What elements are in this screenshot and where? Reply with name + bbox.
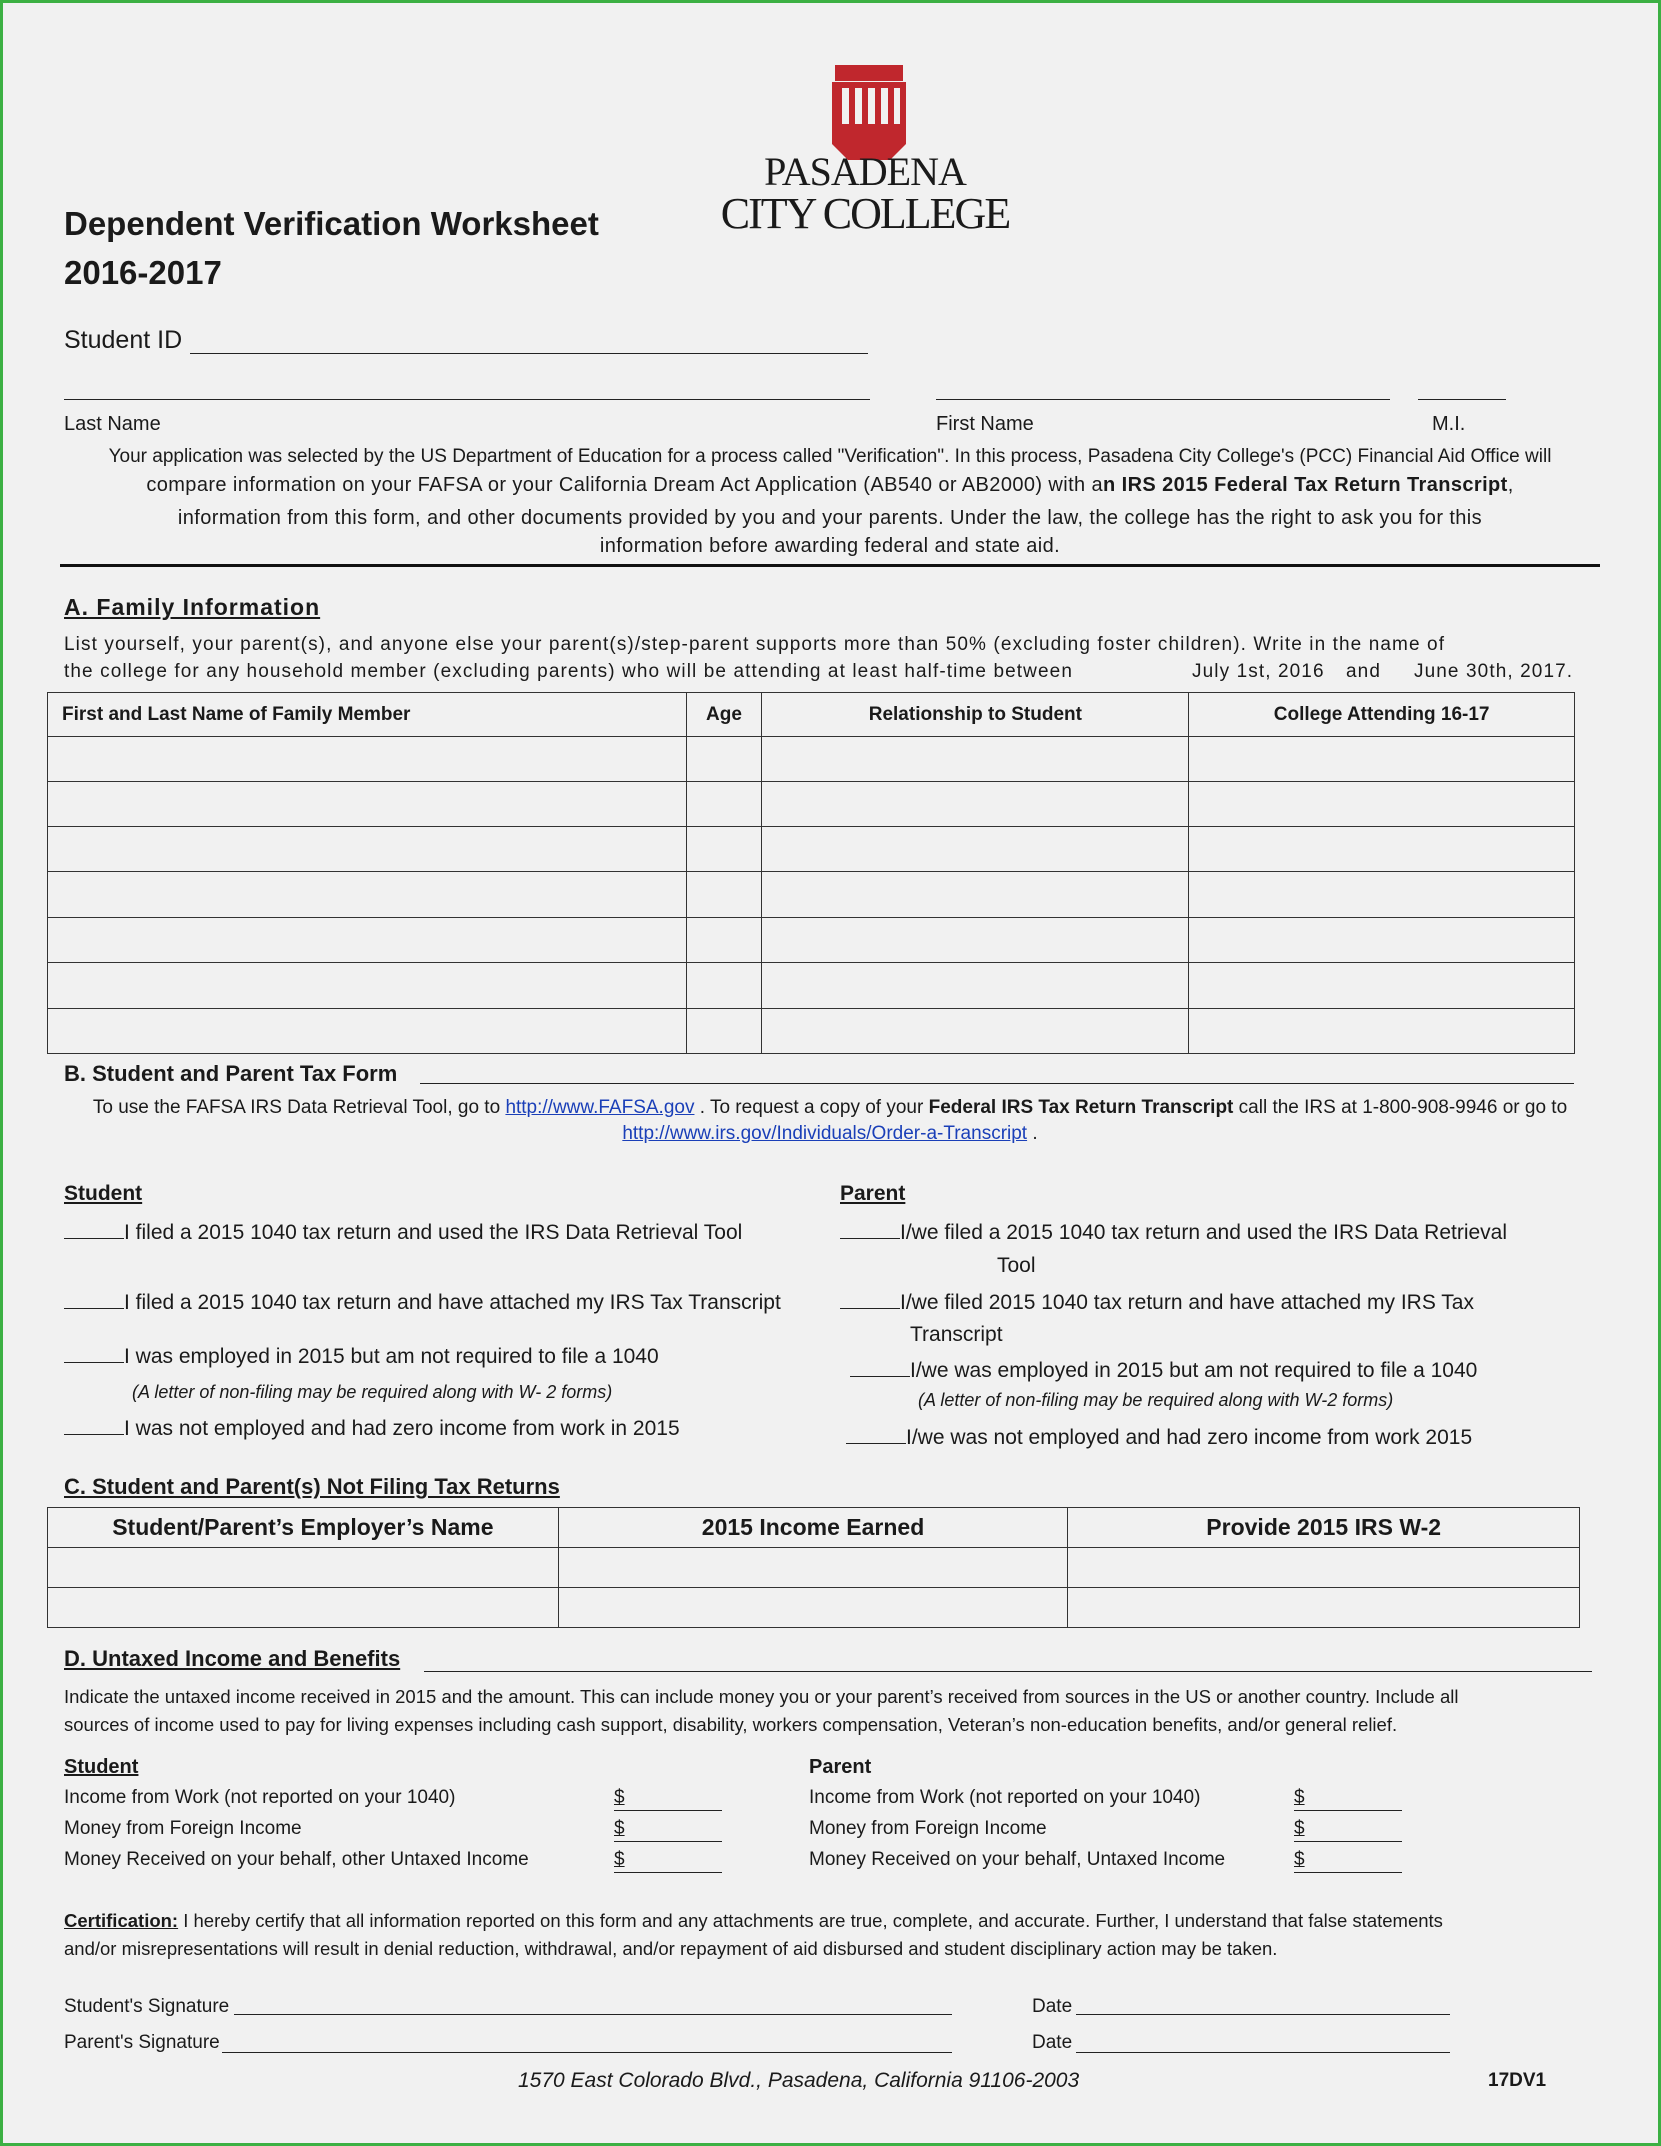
student-employed-blank[interactable] xyxy=(64,1341,124,1363)
section-d-desc-2: sources of income used to pay for living expenses including cash support, disability, workers compensation, Veteran’s non-education benefits, and/or general relief. xyxy=(64,1714,1398,1735)
section-c-heading: C. Student and Parent(s) Not Filing Tax Returns xyxy=(64,1474,560,1499)
svg-text:CITY COLLEGE: CITY COLLEGE xyxy=(720,189,1010,238)
col-college: College Attending 16-17 xyxy=(1189,693,1575,737)
age-cell[interactable] xyxy=(686,1009,762,1054)
first-name-label: First Name xyxy=(936,413,1034,435)
relationship-cell[interactable] xyxy=(762,872,1189,918)
section-b-info-line-1: To use the FAFSA IRS Data Retrieval Tool, go to http://www.FAFSA.gov . To request a copy of your Federal IRS Tax Return Transcript call the IRS at 1-800-908-9946 or go to xyxy=(92,1097,1568,1118)
relationship-cell[interactable] xyxy=(762,782,1189,827)
parent-untaxed-income-amount[interactable]: $ xyxy=(1294,1849,1402,1873)
footer-address: 1570 East Colorado Blvd., Pasadena, California 91106-2003 xyxy=(518,2069,1080,2092)
intro-divider xyxy=(60,564,1600,567)
parent-untaxed-income-label: Money Received on your behalf, Untaxed Income xyxy=(809,1849,1226,1870)
family-name-cell[interactable] xyxy=(48,737,687,782)
parent-date-label: Date xyxy=(1032,2032,1073,2053)
table-row xyxy=(48,1588,1580,1628)
parent-option-employed-no-file: I/we was employed in 2015 but am not required to file a 1040 xyxy=(850,1355,1477,1387)
student-untaxed-income-amount[interactable]: $ xyxy=(614,1849,722,1873)
svg-text:PASADENA: PASADENA xyxy=(764,149,966,194)
relationship-cell[interactable] xyxy=(762,1009,1189,1054)
student-nonfiling-note: (A letter of non-filing may be required along with W- 2 forms) xyxy=(132,1382,613,1402)
table-row xyxy=(48,827,1575,872)
age-cell[interactable] xyxy=(686,963,762,1009)
relationship-cell[interactable] xyxy=(762,827,1189,872)
section-a-and: and xyxy=(1346,661,1382,682)
income-earned-cell[interactable] xyxy=(558,1548,1068,1588)
family-name-cell[interactable] xyxy=(48,827,687,872)
col-relationship: Relationship to Student xyxy=(762,693,1189,737)
section-b-heading: B. Student and Parent Tax Form xyxy=(64,1061,398,1086)
age-cell[interactable] xyxy=(686,918,762,963)
col-family-name: First and Last Name of Family Member xyxy=(48,693,687,737)
college-cell[interactable] xyxy=(1189,963,1575,1009)
section-a-date-1: July 1st, 2016 xyxy=(1192,661,1325,682)
mi-label: M.I. xyxy=(1432,413,1466,435)
family-name-cell[interactable] xyxy=(48,782,687,827)
college-cell[interactable] xyxy=(1189,918,1575,963)
fafsa-link[interactable]: http://www.FAFSA.gov xyxy=(505,1097,695,1118)
intro-line-2: compare information on your FAFSA or your California Dream Act Application (AB540 or AB2000) with an IRS 2015 Federal Tax Return Transcript, xyxy=(146,474,1514,496)
student-income-work-label: Income from Work (not reported on your 1040) xyxy=(64,1787,456,1808)
section-a-heading: A. Family Information xyxy=(64,594,321,620)
student-option-not-employed: I was not employed and had zero income from work in 2015 xyxy=(64,1413,680,1445)
employer-name-cell[interactable] xyxy=(48,1548,559,1588)
section-b-parent-heading: Parent xyxy=(840,1182,906,1205)
employer-name-cell[interactable] xyxy=(48,1588,559,1628)
student-foreign-income-label: Money from Foreign Income xyxy=(64,1818,302,1839)
college-cell[interactable] xyxy=(1189,1009,1575,1054)
section-d-parent-heading: Parent xyxy=(809,1756,872,1778)
age-cell[interactable] xyxy=(686,827,762,872)
pcc-logo-icon xyxy=(720,60,1010,250)
section-a-desc-2: the college for any household member (excluding parents) who will be attending at least half-time between xyxy=(64,661,1074,682)
family-table xyxy=(47,692,1575,1054)
irs-transcript-link[interactable]: http://www.irs.gov/Individuals/Order-a-Transcript xyxy=(622,1123,1028,1144)
family-name-cell[interactable] xyxy=(48,963,687,1009)
parent-option-drt: I/we filed a 2015 1040 tax return and used the IRS Data Retrieval xyxy=(840,1217,1507,1249)
age-cell[interactable] xyxy=(686,872,762,918)
section-d-rule xyxy=(424,1648,1592,1672)
w2-cell[interactable] xyxy=(1068,1588,1580,1628)
family-name-cell[interactable] xyxy=(48,872,687,918)
age-cell[interactable] xyxy=(686,737,762,782)
certification-line-2: and/or misrepresentations will result in denial reduction, withdrawal, and/or repayment of aid disbursed and student disciplinary action may be taken. xyxy=(64,1938,1278,1959)
parent-option-not-employed: I/we was not employed and had zero income from work 2015 xyxy=(846,1422,1472,1454)
section-a-desc-1: List yourself, your parent(s), and anyone else your parent(s)/step-parent supports more than 50% (excluding foster children). Write in the name of xyxy=(64,634,1446,655)
college-cell[interactable] xyxy=(1189,872,1575,918)
section-d-student-heading: Student xyxy=(64,1756,139,1778)
student-date-input[interactable] xyxy=(1076,1993,1450,2015)
last-name-input[interactable] xyxy=(64,380,870,400)
form-code: 17DV1 xyxy=(1488,2070,1547,2091)
table-row xyxy=(48,872,1575,918)
family-table-header xyxy=(48,693,1575,737)
table-row xyxy=(48,1009,1575,1054)
parent-signature-label: Parent's Signature xyxy=(64,2032,220,2053)
student-date-label: Date xyxy=(1032,1996,1073,2017)
table-row xyxy=(48,963,1575,1009)
student-drt-blank[interactable] xyxy=(64,1217,124,1239)
intro-line-4: information before awarding federal and state aid. xyxy=(599,535,1061,557)
parent-not-employed-blank[interactable] xyxy=(846,1422,906,1444)
student-option-drt: I filed a 2015 1040 tax return and used the IRS Data Retrieval Tool xyxy=(64,1217,742,1249)
parent-income-work-amount[interactable]: $ xyxy=(1294,1787,1402,1811)
col-income-earned: 2015 Income Earned xyxy=(558,1508,1068,1548)
certification-line-1: Certification: I hereby certify that all information reported on this form and any attachments are true, complete, and accurate. Further, I understand that false statements xyxy=(64,1910,1443,1931)
student-id-input[interactable] xyxy=(190,330,868,354)
parent-employed-blank[interactable] xyxy=(850,1355,910,1377)
family-name-cell[interactable] xyxy=(48,1009,687,1054)
parent-foreign-income-label: Money from Foreign Income xyxy=(809,1818,1047,1839)
parent-income-work-label: Income from Work (not reported on your 1040) xyxy=(809,1787,1201,1808)
page-title: Dependent Verification Worksheet xyxy=(64,205,599,242)
employer-table xyxy=(47,1507,1580,1628)
last-name-label: Last Name xyxy=(64,413,161,435)
table-row xyxy=(48,1548,1580,1588)
college-logo xyxy=(720,60,1010,250)
student-untaxed-income-label: Money Received on your behalf, other Untaxed Income xyxy=(64,1849,529,1870)
section-d-heading: D. Untaxed Income and Benefits xyxy=(64,1646,401,1671)
student-transcript-blank[interactable] xyxy=(64,1287,124,1309)
section-b-student-heading: Student xyxy=(64,1182,143,1205)
parent-option-drt-cont: Tool xyxy=(997,1254,1036,1277)
parent-transcript-blank[interactable] xyxy=(840,1287,900,1309)
student-option-employed-no-file: I was employed in 2015 but am not required to file a 1040 xyxy=(64,1341,659,1373)
table-row xyxy=(48,918,1575,963)
w2-cell[interactable] xyxy=(1068,1548,1580,1588)
parent-nonfiling-note: (A letter of non-filing may be required along with W-2 forms) xyxy=(918,1390,1394,1410)
parent-option-transcript-cont: Transcript xyxy=(910,1323,1003,1346)
col-employer-name: Student/Parent’s Employer’s Name xyxy=(48,1508,559,1548)
section-b-rule xyxy=(420,1062,1574,1084)
intro-line-1: Your application was selected by the US Department of Education for a process called "Verification". In this process, Pasadena City College's (PCC) Financial Aid Office will xyxy=(108,446,1552,467)
table-row xyxy=(48,737,1575,782)
student-foreign-income-amount[interactable]: $ xyxy=(614,1818,722,1842)
section-a-date-2: June 30th, 2017. xyxy=(1414,661,1574,682)
section-d-desc-1: Indicate the untaxed income received in 2015 and the amount. This can include money you or your parent’s received from sources in the US or another country. Include all xyxy=(64,1686,1459,1707)
employer-table-header xyxy=(48,1508,1580,1548)
student-income-work-amount[interactable]: $ xyxy=(614,1787,722,1811)
section-b-info-line-2: http://www.irs.gov/Individuals/Order-a-Transcript . xyxy=(622,1123,1038,1144)
page-year: 2016-2017 xyxy=(64,254,222,291)
parent-date-input[interactable] xyxy=(1076,2031,1450,2053)
student-not-employed-blank[interactable] xyxy=(64,1413,124,1435)
college-cell[interactable] xyxy=(1189,782,1575,827)
col-age: Age xyxy=(686,693,762,737)
relationship-cell[interactable] xyxy=(762,963,1189,1009)
student-id-label: Student ID xyxy=(64,326,183,354)
student-option-transcript: I filed a 2015 1040 tax return and have attached my IRS Tax Transcript xyxy=(64,1287,781,1319)
parent-signature-input[interactable] xyxy=(222,2031,952,2053)
parent-option-transcript: I/we filed 2015 1040 tax return and have attached my IRS Tax xyxy=(840,1287,1474,1319)
first-name-input[interactable] xyxy=(936,380,1390,400)
table-row xyxy=(48,782,1575,827)
relationship-cell[interactable] xyxy=(762,737,1189,782)
parent-foreign-income-amount[interactable]: $ xyxy=(1294,1818,1402,1842)
relationship-cell[interactable] xyxy=(762,918,1189,963)
parent-drt-blank[interactable] xyxy=(840,1217,900,1239)
college-cell[interactable] xyxy=(1189,737,1575,782)
college-cell[interactable] xyxy=(1189,827,1575,872)
income-earned-cell[interactable] xyxy=(558,1588,1068,1628)
age-cell[interactable] xyxy=(686,782,762,827)
student-signature-label: Student's Signature xyxy=(64,1996,230,2017)
family-name-cell[interactable] xyxy=(48,918,687,963)
mi-input[interactable] xyxy=(1418,380,1506,400)
student-signature-input[interactable] xyxy=(234,1993,952,2015)
col-w2: Provide 2015 IRS W-2 xyxy=(1068,1508,1580,1548)
intro-line-3: information from this form, and other documents provided by you and your parents. Under the law, the college has the right to ask you for this xyxy=(177,507,1483,529)
